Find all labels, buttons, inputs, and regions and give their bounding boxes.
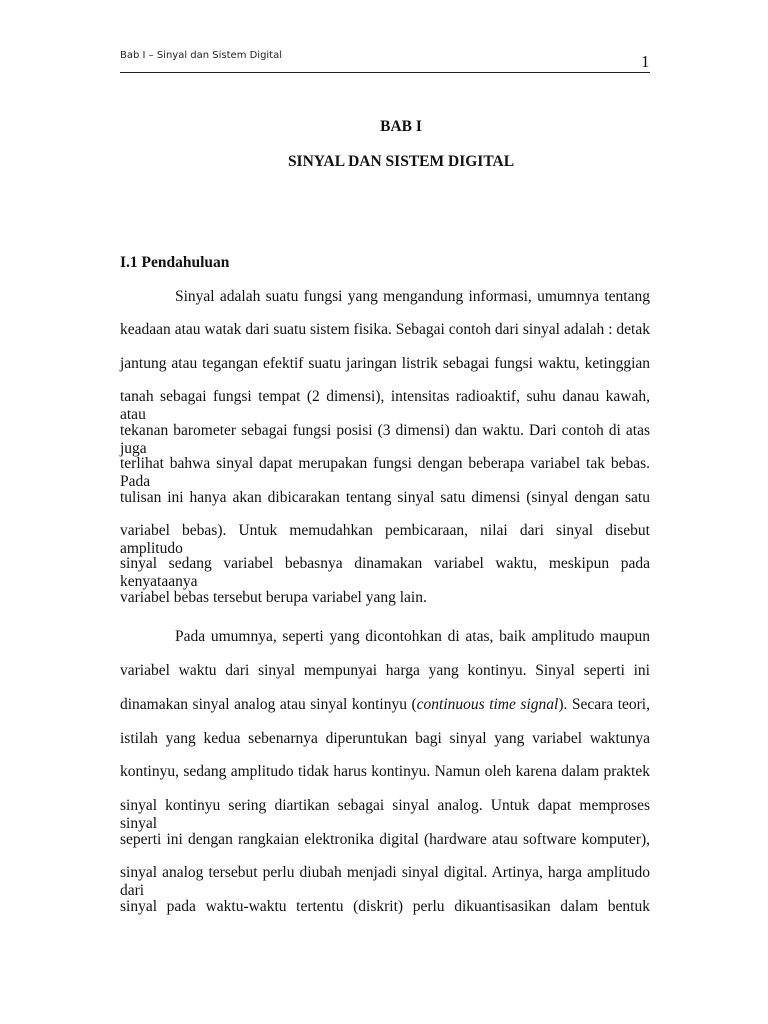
text-line: istilah yang kedua sebenarnya diperuntukan bagi sinyal yang variabel waktunya — [120, 730, 650, 747]
section-heading: I.1 Pendahuluan — [120, 254, 230, 271]
text-line: variabel bebas tersebut berupa variabel yang lain. — [120, 589, 427, 606]
text-line — [120, 696, 650, 714]
chapter-label: BAB I — [380, 118, 422, 135]
text-run: ). Secara teori, — [558, 696, 650, 713]
chapter-title: SINYAL DAN SISTEM DIGITAL — [287, 153, 515, 170]
text-line: keadaan atau watak dari suatu sistem fisika. Sebagai contoh dari sinyal adalah : detak — [120, 321, 650, 338]
text-line: tanah sebagai fungsi tempat (2 dimensi), intensitas radioaktif, suhu danau kawah, atau — [120, 388, 650, 423]
text-line: Pada umumnya, seperti yang dicontohkan di atas, baik amplitudo maupun — [175, 628, 650, 645]
text-line: variabel bebas). Untuk memudahkan pembicaraan, nilai dari sinyal disebut amplitudo — [120, 522, 650, 557]
text-line: jantung atau tegangan efektif suatu jaringan listrik sebagai fungsi waktu, ketinggian — [120, 355, 650, 372]
text-line: terlihat bahwa sinyal dapat merupakan fungsi dengan beberapa variabel tak bebas. Pada — [120, 455, 650, 490]
text-line: sinyal sedang variabel bebasnya dinamakan variabel waktu, meskipun pada kenyataanya — [120, 555, 650, 590]
text-line: sinyal kontinyu sering diartikan sebagai sinyal analog. Untuk dapat memproses sinyal — [120, 797, 650, 832]
text-line: sinyal pada waktu-waktu tertentu (diskrit) perlu dikuantisasikan dalam bentuk — [120, 898, 650, 915]
page-number: 1 — [641, 52, 650, 71]
text-line: variabel waktu dari sinyal mempunyai harga yang kontinyu. Sinyal seperti ini — [120, 662, 650, 679]
header-divider — [120, 72, 650, 73]
running-header-title: Bab I – Sinyal dan Sistem Digital — [120, 50, 283, 61]
italic-term: continuous time signal — [416, 696, 559, 713]
text-line: seperti ini dengan rangkaian elektronika digital (hardware atau software komputer), — [120, 831, 650, 848]
text-line: tulisan ini hanya akan dibicarakan tentang sinyal satu dimensi (sinyal dengan satu — [120, 489, 650, 506]
text-line: tekanan barometer sebagai fungsi posisi (3 dimensi) dan waktu. Dari contoh di atas juga — [120, 422, 650, 457]
text-line: sinyal analog tersebut perlu diubah menjadi sinyal digital. Artinya, harga amplitudo dari — [120, 864, 650, 899]
text-run: dinamakan sinyal analog atau sinyal kontinyu ( — [120, 696, 417, 713]
text-line: Sinyal adalah suatu fungsi yang mengandung informasi, umumnya tentang — [175, 288, 650, 305]
text-line: kontinyu, sedang amplitudo tidak harus kontinyu. Namun oleh karena dalam praktek — [120, 763, 650, 780]
